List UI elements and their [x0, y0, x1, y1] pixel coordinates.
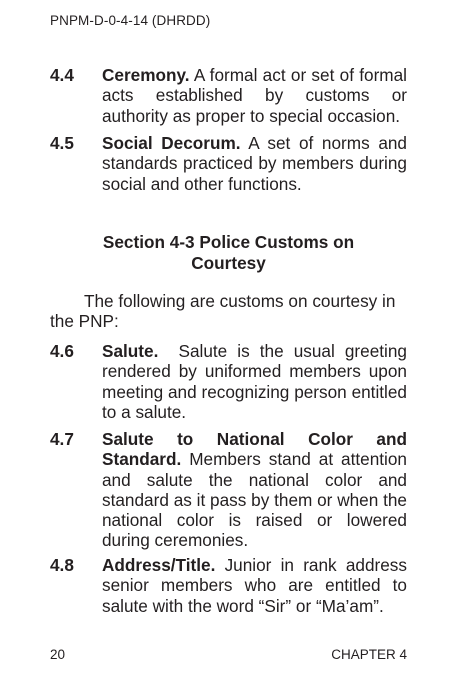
- section-heading: [50, 232, 407, 274]
- item-body: [102, 65, 407, 126]
- page-number: 20: [50, 647, 66, 662]
- item-body: [102, 429, 407, 551]
- section-heading-line-2: Courtesy: [191, 253, 266, 273]
- document-code: PNPM-D-0-4-14 (DHRDD): [50, 13, 211, 28]
- item-number: 4.5: [50, 133, 74, 153]
- item-number: 4.8: [50, 555, 74, 575]
- definition-item-4-7: [50, 429, 407, 551]
- item-body: [102, 133, 407, 194]
- definition-item-4-4: [50, 65, 407, 126]
- item-number: 4.4: [50, 65, 74, 85]
- definition-item-4-8: [50, 555, 407, 616]
- item-body: [102, 555, 407, 616]
- chapter-label: CHAPTER 4: [331, 647, 407, 662]
- item-text: Members stand at attention and salute the national color and standard as it pass by them or when the national color is raised or lowered during ceremonies.: [102, 449, 407, 551]
- item-term: Salute.: [102, 341, 159, 361]
- item-number: 4.6: [50, 341, 74, 361]
- item-number: 4.7: [50, 429, 74, 449]
- item-text: A formal act or set of formal acts established by customs or authority as proper to special occasion.: [102, 65, 407, 126]
- definition-item-4-6: [50, 341, 407, 422]
- item-term: Salute to National Color and Standard.: [102, 429, 407, 470]
- section-heading-line-1: Section 4-3 Police Customs on: [102, 232, 355, 252]
- item-text: Salute is the usual greeting rendered by uniformed members upon meeting and recognizing person entitled to a salute.: [102, 341, 407, 422]
- item-term: Address/Title.: [102, 555, 216, 575]
- item-text: A set of norms and standards practiced by members during social and other functions.: [102, 133, 407, 194]
- item-body: [102, 341, 407, 422]
- definition-item-4-5: [50, 133, 407, 194]
- item-term: Ceremony.: [102, 65, 190, 85]
- item-term: Social Decorum.: [102, 133, 241, 153]
- section-intro: The following are customs on courtesy in the PNP:: [50, 291, 396, 332]
- item-text: Junior in rank address senior members who are entitled to salute with the word “Sir” or “Ma’am”.: [102, 555, 407, 616]
